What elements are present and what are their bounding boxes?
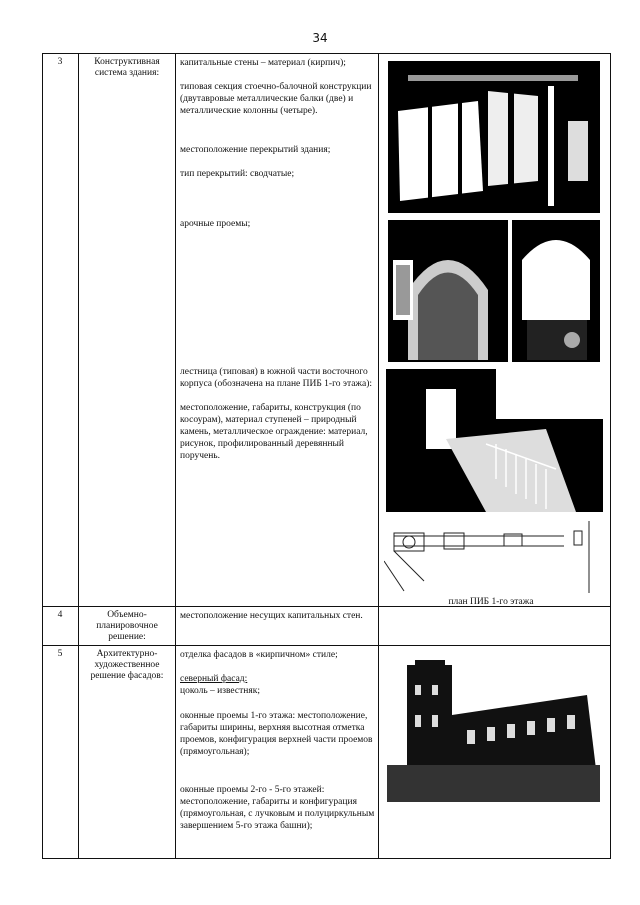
table-border-right <box>610 53 611 859</box>
item-text: местоположение несущих капитальных стен. <box>180 611 363 621</box>
interior-columns-photo <box>388 61 600 213</box>
section-heading: северный фасад: <box>180 674 248 684</box>
plan-caption: план ПИБ 1-го этажа <box>448 597 534 607</box>
item-text: местоположение перекрытий здания; <box>180 145 331 155</box>
row-number: 5 <box>57 649 63 659</box>
item-text: цоколь – известняк; <box>180 686 260 696</box>
item-text: местоположение, габариты, конструкция (по косоурам), материал ступеней – природный камень, металлическое ограждение: материал, рисунок, профилированный деревянный поручень. <box>180 403 368 461</box>
staircase-photo <box>386 369 603 512</box>
arch-window-photo <box>512 220 600 362</box>
specification-table <box>42 53 611 859</box>
row-title: Объемно-планировочное решение: <box>96 610 158 642</box>
item-text: отделка фасадов в «кирпичном» стиле; <box>180 650 338 660</box>
item-text: арочные проемы; <box>180 219 251 229</box>
table-border-left <box>42 53 43 859</box>
item-text: оконные проемы 1-го этажа: местоположение, габариты ширины, верхняя высотная отметка проемов, конфигурация верхней части проемов (прямоугольная); <box>180 711 373 757</box>
row-title: Архитектурно-художественное решение фасадов: <box>90 649 164 681</box>
row-title: Конструктивная система здания: <box>94 57 160 78</box>
row-divider <box>42 645 611 646</box>
row-divider <box>42 53 611 54</box>
item-text: оконные проемы 2-го - 5-го этажей: местоположение, габариты и конфигурация (прямоугольная, с лучковым и полуциркульным завершением 5-го этажа башни); <box>180 785 375 831</box>
item-text: тип перекрытий: сводчатые; <box>180 169 295 179</box>
row-divider <box>42 858 611 859</box>
item-text: капитальные стены – материал (кирпич); <box>180 58 346 68</box>
column-divider <box>175 53 176 859</box>
item-text: лестница (типовая) в южной части восточного корпуса (обозначена на плане ПИБ 1-го этажа): <box>180 367 373 389</box>
page-number: 34 <box>312 31 328 45</box>
facade-photo <box>387 655 600 802</box>
column-divider <box>78 53 79 859</box>
arch-opening-photo <box>388 220 508 362</box>
item-text: типовая секция стоечно-балочной конструкции (двутавровые металлические балки (две) и металлические колонны (четыре). <box>180 82 372 116</box>
row-number: 4 <box>57 610 63 620</box>
column-divider <box>378 53 379 859</box>
floor-plan-drawing <box>384 521 599 593</box>
row-number: 3 <box>57 57 63 67</box>
